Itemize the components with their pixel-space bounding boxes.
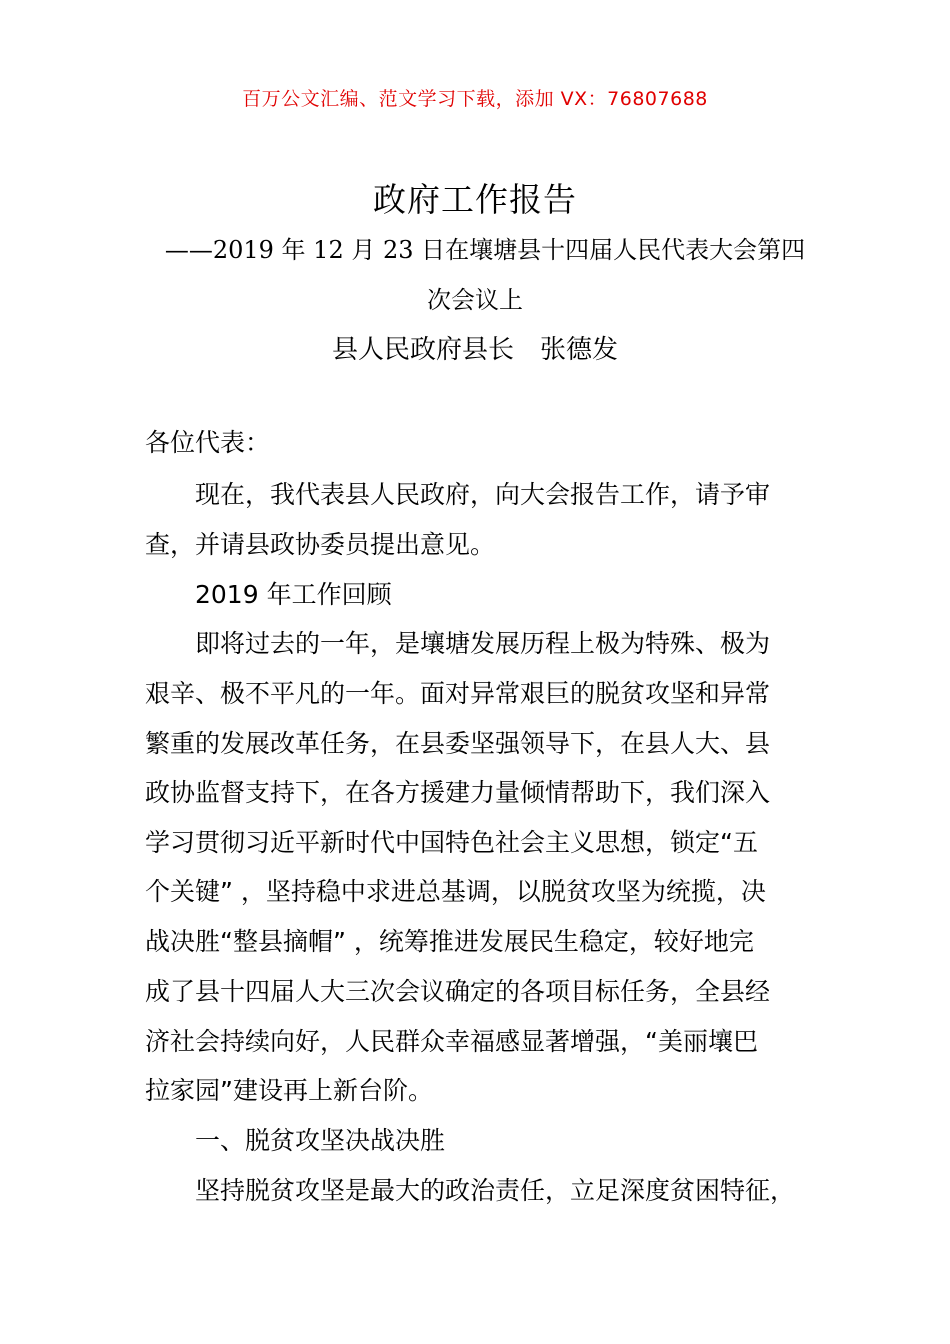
author-position: 县人民政府县长: [331, 335, 514, 365]
section-one-line: 坚持脱贫攻坚是最大的政治责任，立足深度贫困特征，: [195, 1176, 796, 1205]
review-line: 学习贯彻习近平新时代中国特色社会主义思想，锁定“五: [145, 828, 758, 857]
document-title: 政府工作报告: [373, 180, 577, 219]
subtitle-line-1: ——2019 年 12 月 23 日在壤塘县十四届人民代表大会第四: [164, 236, 806, 264]
review-line: 繁重的发展改革任务，在县委坚强领导下，在县人大、县: [145, 729, 771, 758]
review-line: 拉家园”建设再上新台阶。: [145, 1076, 433, 1105]
section-heading-one: 一、脱贫攻坚决战决胜: [195, 1126, 446, 1155]
review-line: 即将过去的一年，是壤塘发展历程上极为特殊、极为: [195, 629, 771, 658]
section-heading-review: 2019 年工作回顾: [195, 580, 392, 609]
review-line: 济社会持续向好，人民群众幸福感显著增强，“美丽壤巴: [145, 1027, 758, 1056]
review-line: 政协监督支持下，在各方援建力量倾情帮助下，我们深入: [145, 778, 771, 807]
download-notice: 百万公文汇编、范文学习下载，添加 VX：76807688: [242, 88, 708, 110]
review-line: 成了县十四届人大三次会议确定的各项目标任务，全县经: [145, 977, 771, 1006]
intro-line: 查，并请县政协委员提出意见。: [145, 530, 496, 559]
author-name: 张德发: [540, 335, 619, 365]
subtitle-line-2: 次会议上: [427, 286, 523, 314]
review-line: 个关键” ，坚持稳中求进总基调，以脱贫攻坚为统揽，决: [145, 877, 766, 906]
intro-line: 现在，我代表县人民政府，向大会报告工作，请予审: [195, 480, 771, 509]
review-line: 艰辛、极不平凡的一年。面对异常艰巨的脱贫攻坚和异常: [145, 679, 771, 708]
author-line: [0, 329, 950, 366]
review-line: 战决胜“整县摘帽” ，统筹推进发展民生稳定，较好地完: [145, 927, 754, 956]
salutation: 各位代表：: [145, 428, 271, 457]
